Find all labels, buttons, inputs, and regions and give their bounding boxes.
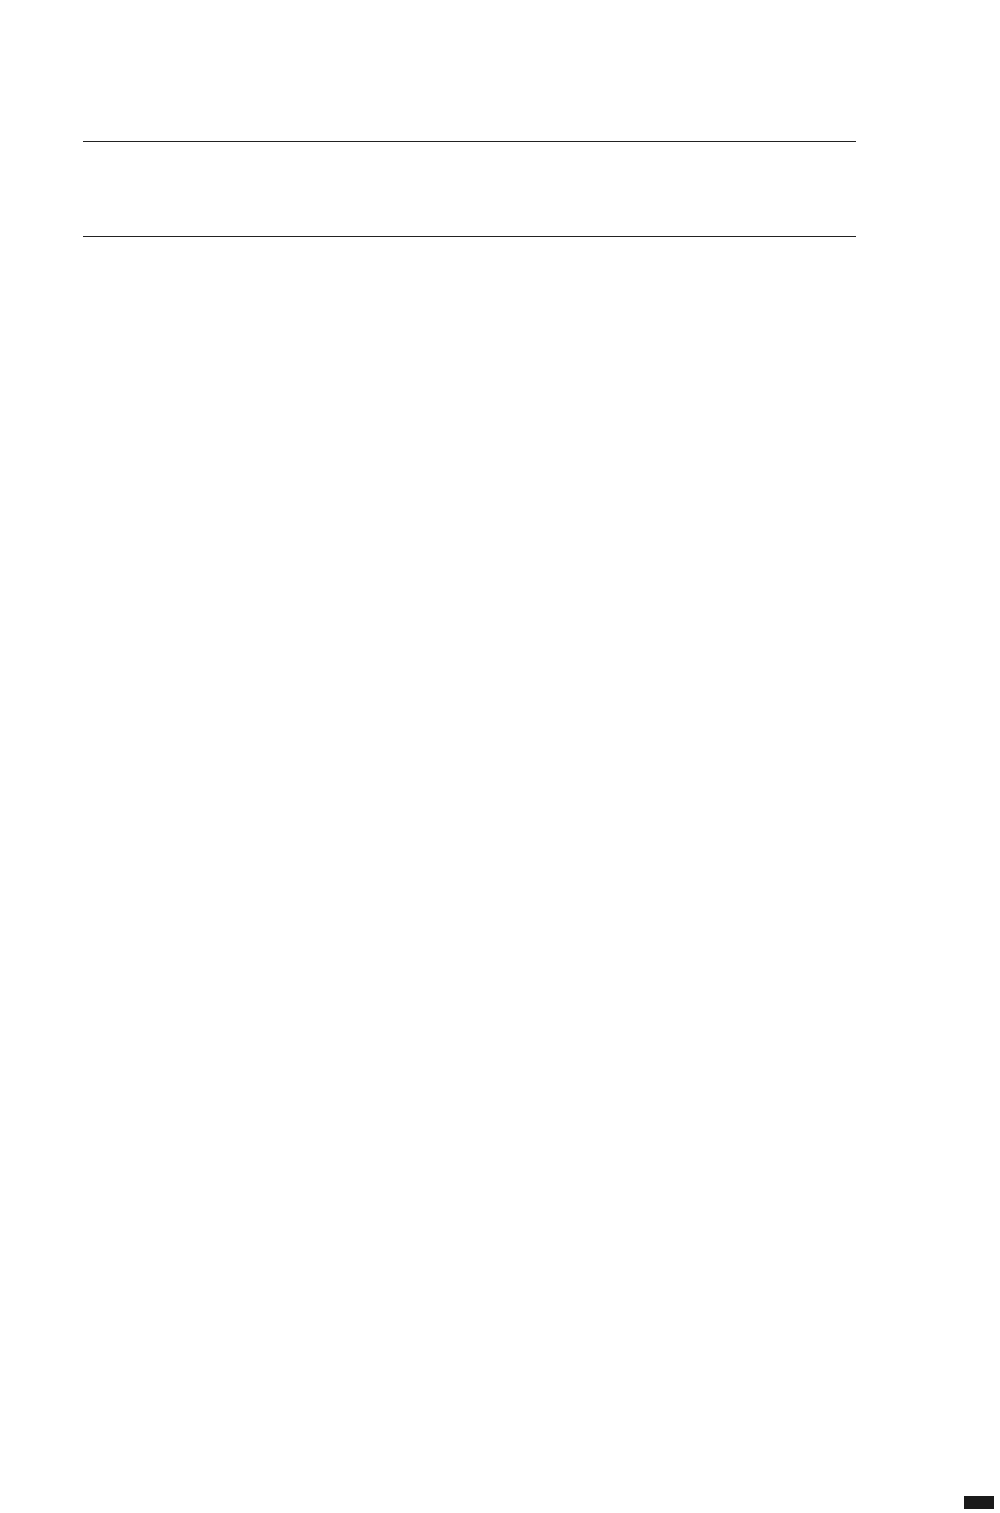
table-row bbox=[0, 1030, 1000, 1054]
dfg-logo bbox=[964, 1496, 994, 1509]
table-row bbox=[0, 832, 1000, 856]
table-row bbox=[0, 690, 1000, 714]
table-row bbox=[0, 491, 1000, 515]
table-row bbox=[0, 855, 1000, 879]
table-row bbox=[0, 912, 1000, 936]
table-row bbox=[0, 1132, 1000, 1156]
table-row bbox=[0, 1077, 1000, 1101]
table-row bbox=[0, 586, 1000, 610]
table-row bbox=[0, 421, 1000, 445]
table-row bbox=[0, 269, 1000, 293]
table-row bbox=[0, 539, 1000, 563]
table-row bbox=[0, 515, 1000, 539]
table-row bbox=[0, 761, 1000, 785]
table-row bbox=[0, 1179, 1000, 1203]
table-row bbox=[0, 959, 1000, 983]
table-row bbox=[0, 1053, 1000, 1077]
table-row bbox=[0, 468, 1000, 492]
table-row bbox=[0, 643, 1000, 667]
table-row bbox=[0, 737, 1000, 761]
table-row bbox=[0, 339, 1000, 363]
table-row bbox=[0, 982, 1000, 1006]
table-row bbox=[0, 609, 1000, 633]
table-row bbox=[0, 714, 1000, 738]
table-row bbox=[0, 292, 1000, 316]
table-row bbox=[0, 935, 1000, 959]
table-row bbox=[0, 397, 1000, 421]
table-row bbox=[0, 245, 1000, 269]
table-row bbox=[0, 1100, 1000, 1124]
table-row bbox=[0, 1006, 1000, 1030]
table-row bbox=[0, 562, 1000, 586]
table-row bbox=[0, 808, 1000, 832]
table-row bbox=[0, 444, 1000, 468]
table-row bbox=[0, 363, 1000, 387]
table-row bbox=[0, 316, 1000, 340]
table-row bbox=[0, 888, 1000, 912]
table-row bbox=[0, 1156, 1000, 1180]
table-row bbox=[0, 785, 1000, 809]
table-row bbox=[0, 667, 1000, 691]
